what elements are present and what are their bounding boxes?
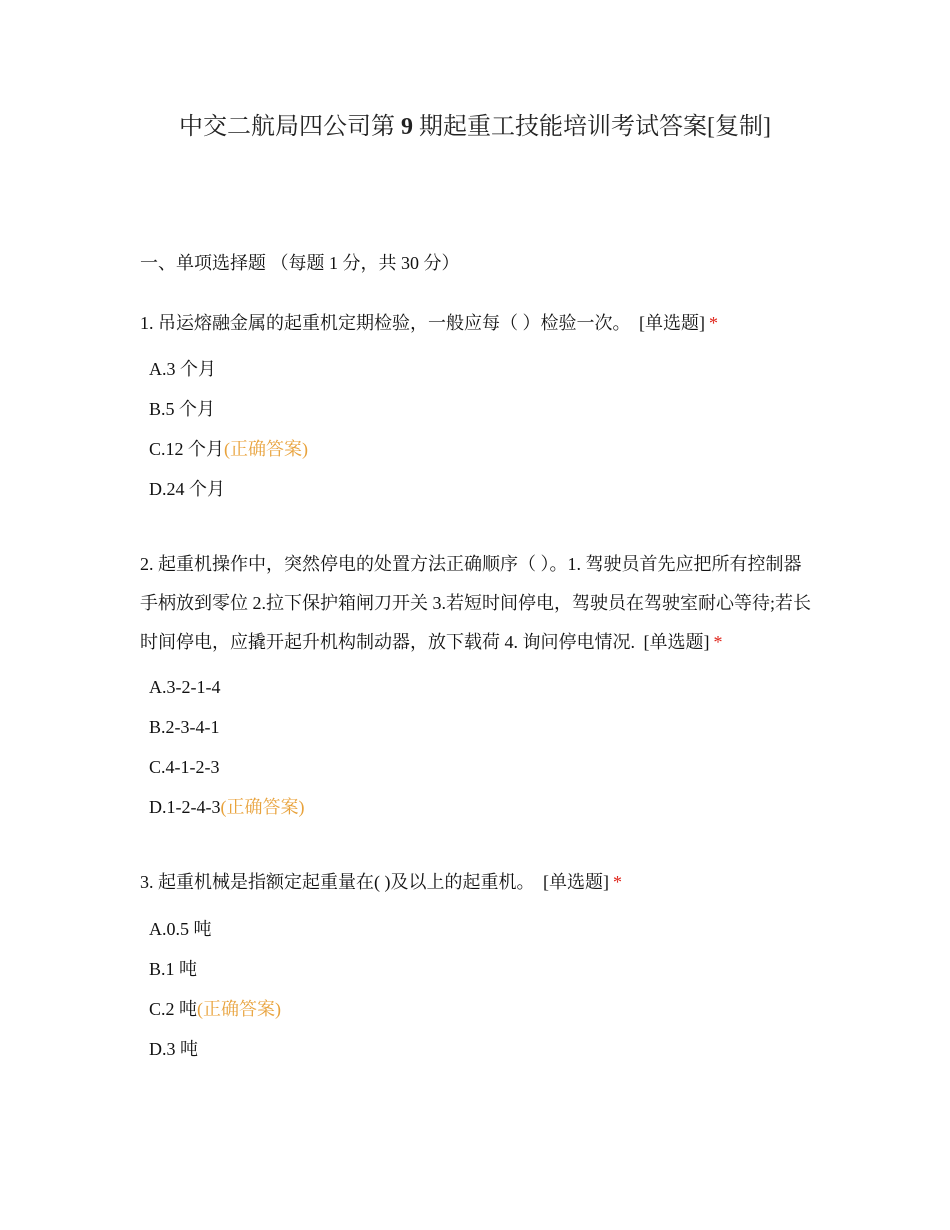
- required-mark: *: [713, 632, 723, 652]
- option-label: D.1-2-4-3: [149, 797, 221, 817]
- question-type-tag: [单选题]: [639, 313, 705, 333]
- option-label: C.4-1-2-3: [149, 757, 220, 777]
- section-title: 一、单项选择题 （每题 1 分，共 30 分）: [140, 253, 460, 273]
- correct-answer-mark: (正确答案): [224, 439, 309, 459]
- correct-answer-mark: (正确答案): [220, 797, 305, 817]
- required-mark: *: [709, 313, 718, 333]
- option-2b: [149, 714, 220, 740]
- option-label: D.3 吨: [149, 1039, 198, 1059]
- option-label: A.3-2-1-4: [149, 677, 221, 697]
- option-label: C.12 个月: [149, 439, 225, 459]
- question-text: 2. 起重机操作中，突然停电的处置方法正确顺序（ ）。1. 驾驶员首先应把所有控制器手柄放到零位 2.拉下保护箱闸刀开关 3.若短时间停电，驾驶员在驾驶室耐心等待;若长时间停电，应撬开起升机构制动器，放下载荷 4. 询问停电情况.: [140, 554, 811, 652]
- option-3d: [149, 1036, 198, 1062]
- option-2d: [149, 794, 304, 820]
- question-text: 3. 起重机械是指额定起重量在( )及以上的起重机。: [140, 872, 535, 892]
- option-label: B.5 个月: [149, 399, 216, 419]
- option-1b: [149, 396, 215, 422]
- option-label: C.2 吨: [149, 999, 198, 1019]
- required-mark: *: [613, 872, 622, 892]
- option-label: D.24 个月: [149, 479, 225, 499]
- title-number: 9: [401, 114, 413, 140]
- question-1: [140, 304, 815, 343]
- title-suffix: 期起重工技能培训考试答案[复制]: [419, 114, 771, 140]
- option-2c: [149, 754, 220, 780]
- option-1c: [149, 436, 308, 462]
- option-1d: [149, 476, 225, 502]
- option-1a: [149, 356, 216, 382]
- option-3c: [149, 996, 281, 1022]
- option-label: B.1 吨: [149, 959, 198, 979]
- title-prefix: 中交二航局四公司第: [179, 114, 395, 140]
- question-3: [140, 863, 815, 902]
- option-3b: [149, 956, 197, 982]
- option-3a: [149, 916, 212, 942]
- question-2: [140, 545, 815, 662]
- option-2a: [149, 674, 220, 700]
- option-label: B.2-3-4-1: [149, 717, 220, 737]
- correct-answer-mark: (正确答案): [197, 999, 282, 1019]
- question-type-tag: [单选题]: [643, 632, 710, 652]
- option-label: A.0.5 吨: [149, 919, 212, 939]
- option-label: A.3 个月: [149, 359, 216, 379]
- question-text: 1. 吊运熔融金属的起重机定期检验，一般应每（ ）检验一次。: [140, 313, 631, 333]
- page-title: [0, 110, 950, 144]
- question-type-tag: [单选题]: [543, 872, 609, 892]
